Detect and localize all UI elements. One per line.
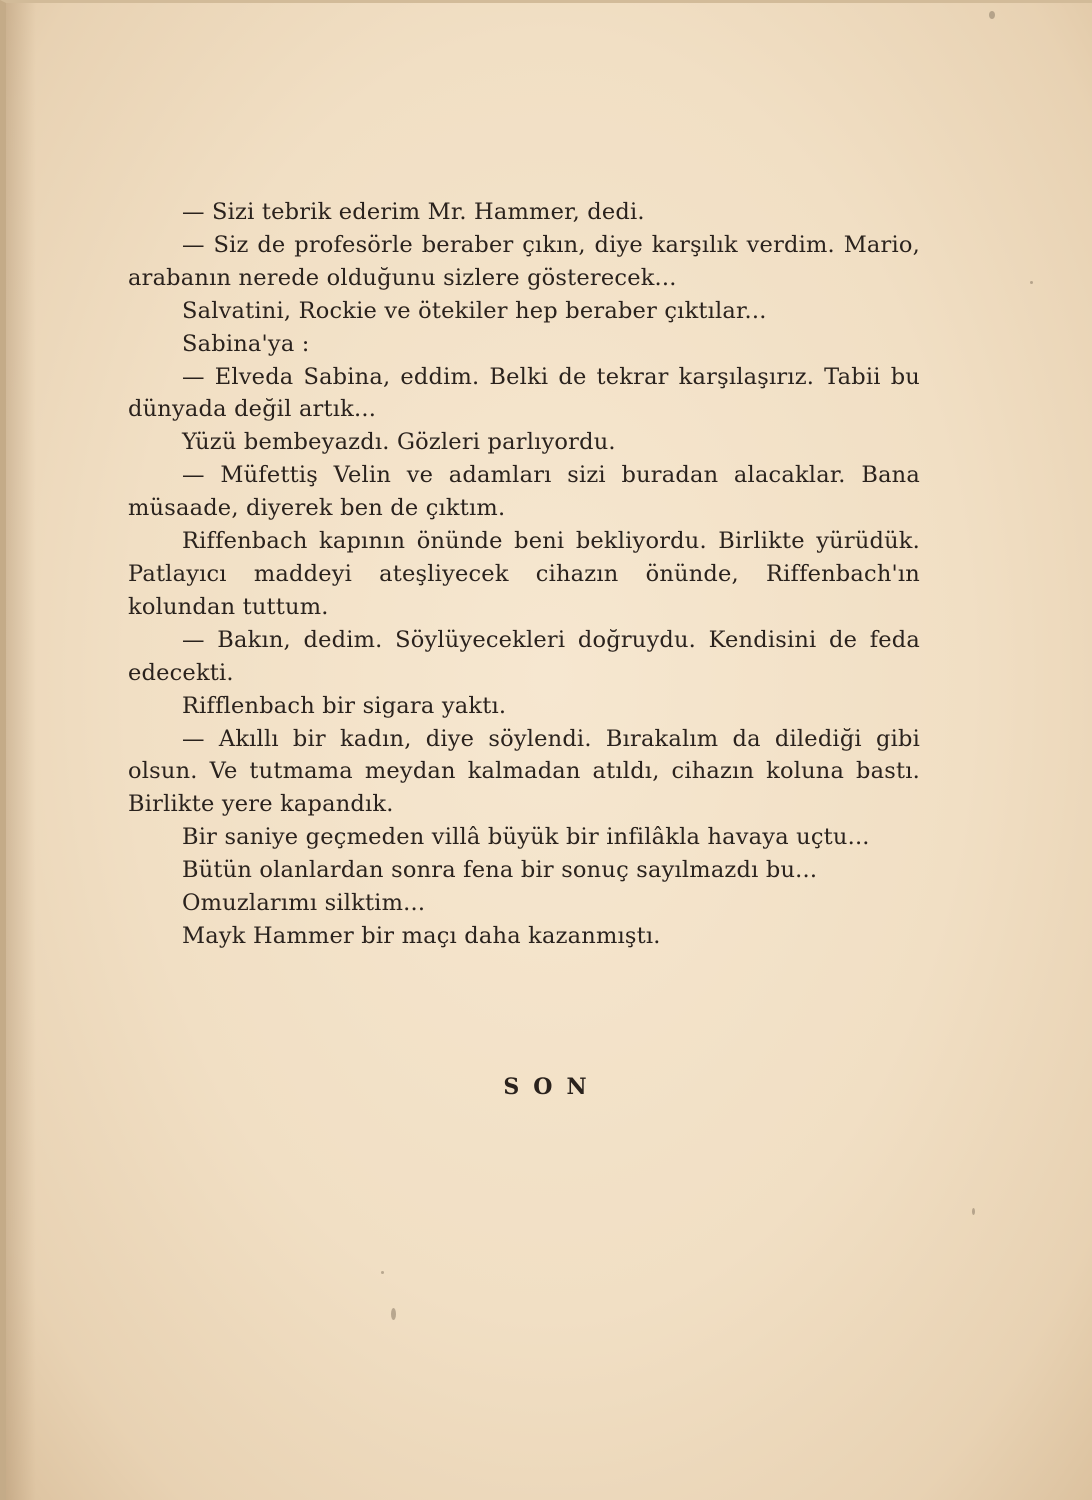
paragraph-9: — Bakın, dedim. Söylüyecekleri doğruydu. Kendisini de feda edecekti. — [128, 626, 920, 686]
paper-speck — [1030, 281, 1033, 284]
paragraph-8: Riffenbach kapının önünde beni bekliyordu. Birlikte yürüdük. Patlayıcı maddeyi ateşliyecek cihazın önünde, Riffenbach'ın kolundan tuttum. — [128, 528, 920, 620]
paragraph-5: — Elveda Sabina, eddim. Belki de tekrar karşılaşırız. Tabii bu dünyada değil artık... — [128, 363, 920, 423]
paper-speck — [381, 1271, 384, 1274]
paragraph-1: — Sizi tebrik ederim Mr. Hammer, dedi. — [182, 199, 645, 225]
paragraph-14: Omuzlarımı silktim... — [182, 890, 426, 917]
paper-speck — [391, 1308, 396, 1320]
paragraph-11: — Akıllı bir kadın, diye söylendi. Bırakalım da dilediği gibi olsun. Ve tutmama meydan kalmadan atıldı, cihazın koluna bastı. Birlikte yere kapandık. — [128, 725, 920, 818]
page-text — [128, 196, 920, 953]
paragraph-13: Bütün olanlardan sonra fena bir sonuç sayılmazdı bu... — [182, 857, 818, 884]
paragraph-7: — Müfettiş Velin ve adamları sizi buradan alacaklar. Bana müsaade, diyerek ben de çıktım. — [128, 462, 920, 522]
paragraph-15: Mayk Hammer bir maçı daha kazanmıştı. — [182, 922, 661, 949]
paragraph-6: Yüzü bembeyazdı. Gözleri parlıyordu. — [182, 429, 616, 456]
end-mark: SON — [503, 1074, 601, 1100]
paragraph-2: — Siz de profesörle beraber çıkın, diye karşılık verdim. Mario, arabanın nerede olduğunu sizlere gösterecek... — [128, 231, 920, 291]
paper-speck — [972, 1208, 975, 1215]
paragraph-4: Sabina'ya : — [182, 330, 310, 357]
paper-speck — [989, 11, 995, 19]
paragraph-12: Bir saniye geçmeden villâ büyük bir infilâkla havaya uçtu... — [182, 824, 870, 851]
page-edge-shadow — [6, 3, 36, 1500]
paragraph-3: Salvatini, Rockie ve ötekiler hep beraber çıktılar... — [182, 297, 767, 324]
paragraph-10: Rifflenbach bir sigara yaktı. — [182, 692, 507, 719]
